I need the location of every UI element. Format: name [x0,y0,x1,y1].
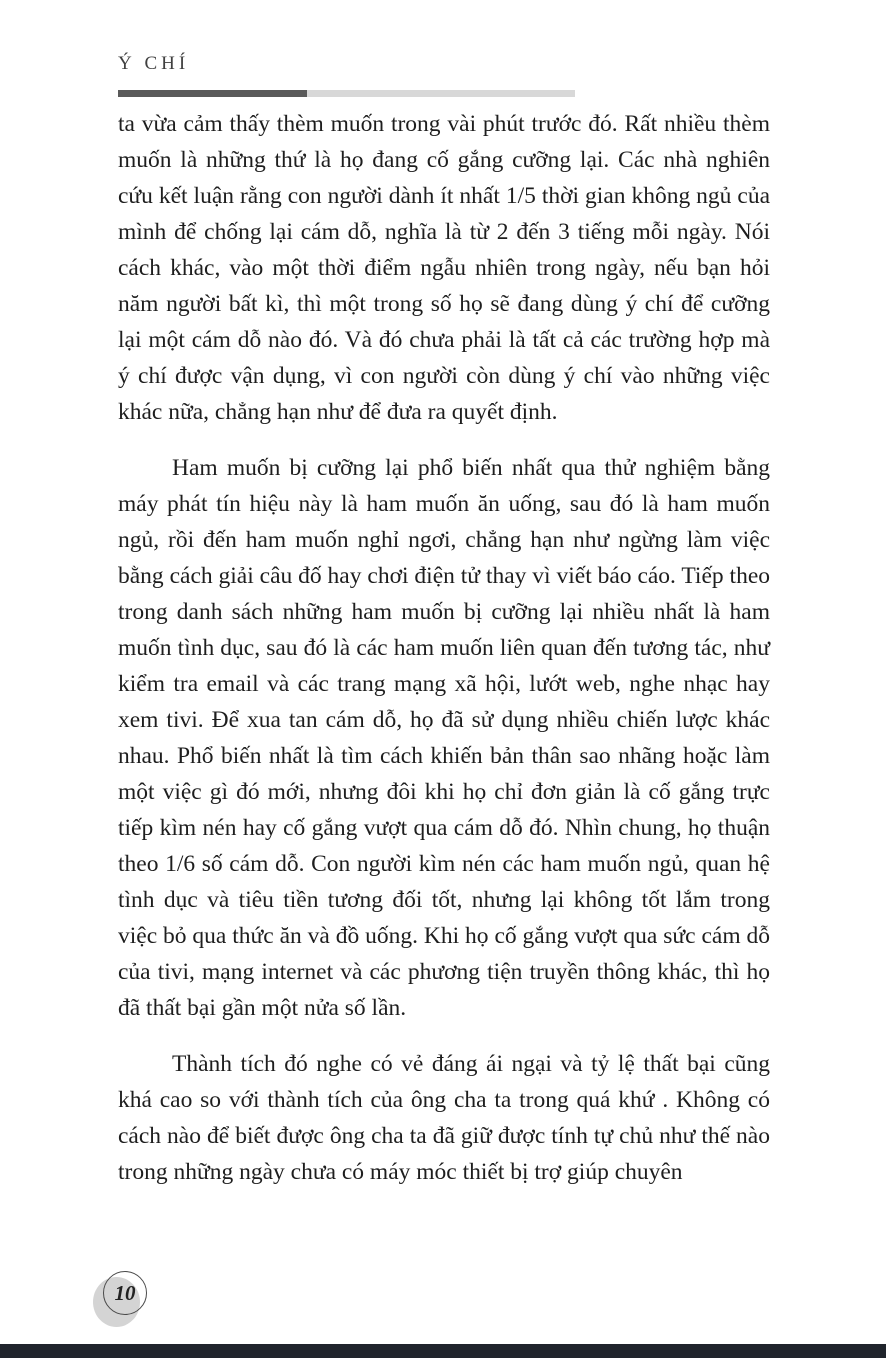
header-rule-dark-segment [118,90,307,97]
paragraph: Ham muốn bị cưỡng lại phổ biến nhất qua thử nghiệm bằng máy phát tín hiệu này là ham muốn ăn uống, sau đó là ham muốn ngủ, rồi đến ham muốn nghỉ ngơi, chẳng hạn như ngừng làm việc bằng cách giải câu đố hay chơi điện tử thay vì viết báo cáo. Tiếp theo trong danh sách những ham muốn bị cưỡng lại nhiều nhất là ham muốn tình dục, sau đó là các ham muốn liên quan đến tương tác, như kiểm tra email và các trang mạng xã hội, lướt web, nghe nhạc hay xem tivi. Để xua tan cám dỗ, họ đã sử dụng nhiều chiến lược khác nhau. Phổ biến nhất là tìm cách khiến bản thân sao nhãng hoặc làm một việc gì đó mới, nhưng đôi khi họ chỉ đơn giản là cố gắng trực tiếp kìm nén hay cố gắng vượt qua cám dỗ đó. Nhìn chung, họ thuận theo 1/6 số cám dỗ. Con người kìm nén các ham muốn ngủ, quan hệ tình dục và tiêu tiền tương đối tốt, nhưng lại không tốt lắm trong việc bỏ qua thức ăn và đồ uống. Khi họ cố gắng vượt qua sức cám dỗ của tivi, mạng internet và các phương tiện truyền thông khác, thì họ đã thất bại gần một nửa số lần. [118,455,770,1021]
paragraph: Thành tích đó nghe có vẻ đáng ái ngại và tỷ lệ thất bại cũng khá cao so với thành tích của ông cha ta trong quá khứ . Không có cách nào để biết được ông cha ta đã giữ được tính tự chủ như thế nào trong những ngày chưa có máy móc thiết bị trợ giúp chuyên [118,1051,770,1185]
header-rule [118,90,575,97]
running-header-title: Ý CHÍ [118,53,190,74]
bottom-bar [0,1344,886,1358]
paragraph: ta vừa cảm thấy thèm muốn trong vài phút trước đó. Rất nhiều thèm muốn là những thứ là họ đang cố gắng cưỡng lại. Các nhà nghiên cứu kết luận rằng con người dành ít nhất 1/5 thời gian không ngủ của mình để chống lại cám dỗ, nghĩa là từ 2 đến 3 tiếng mỗi ngày. Nói cách khác, vào một thời điểm ngẫu nhiên trong ngày, nếu bạn hỏi năm người bất kì, thì một trong số họ sẽ đang dùng ý chí để cưỡng lại một cám dỗ nào đó. Và đó chưa phải là tất cả các trường hợp mà ý chí được vận dụng, vì con người còn dùng ý chí vào những việc khác nữa, chẳng hạn như để đưa ra quyết định. [118,111,770,425]
page-body [118,106,770,1210]
header-rule-light-segment [307,90,575,97]
page-number-badge [93,1271,163,1335]
badge-ring-circle [103,1271,147,1315]
page-number: 10 [114,1280,136,1305]
